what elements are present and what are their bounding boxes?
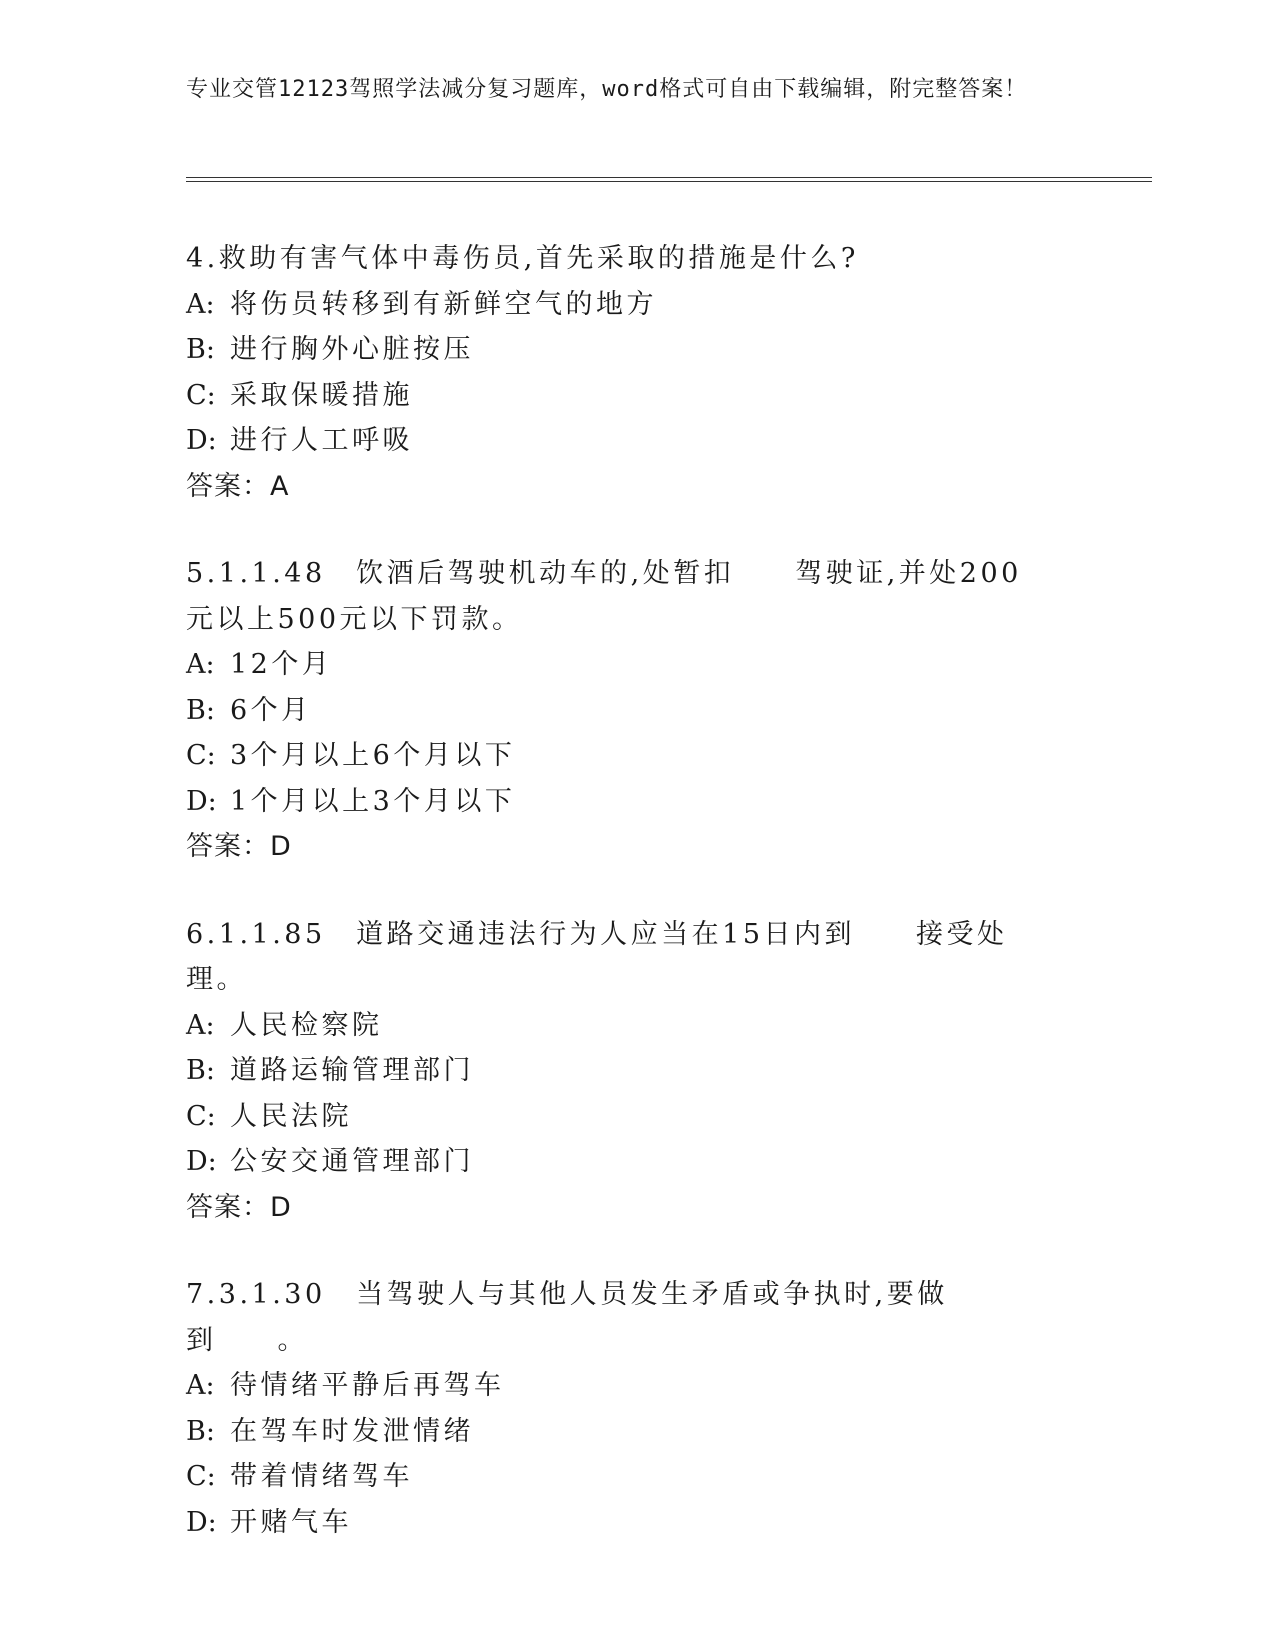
answer-value: A	[270, 470, 290, 502]
option-letter: D:	[186, 785, 217, 817]
option-d	[186, 779, 1066, 825]
option-letter: B:	[186, 1415, 215, 1447]
option-letter: A:	[186, 288, 215, 320]
option-text: 人民检察院	[230, 1009, 383, 1041]
option-text: 开赌气车	[230, 1506, 352, 1538]
answer-label: 答案：	[186, 831, 270, 862]
option-letter: B:	[186, 694, 215, 726]
option-a	[186, 1363, 1066, 1409]
option-c	[186, 1094, 1066, 1140]
option-text: 带着情绪驾车	[230, 1461, 413, 1492]
option-letter: B:	[186, 334, 215, 365]
option-letter: D:	[186, 1146, 217, 1177]
option-text: 公安交通管理部门	[230, 1146, 474, 1177]
option-text: 采取保暖措施	[230, 379, 413, 411]
option-text: 6个月	[230, 694, 312, 726]
option-b	[186, 688, 1066, 734]
option-d	[186, 1139, 1066, 1185]
question-stem: 4.救助有害气体中毒伤员,首先采取的措施是什么?	[186, 243, 859, 274]
option-c	[186, 733, 1066, 779]
option-letter: D:	[186, 425, 217, 456]
option-b	[186, 1409, 1066, 1455]
option-a	[186, 282, 1066, 328]
option-b	[186, 327, 1066, 373]
answer-label: 答案：	[186, 1191, 270, 1223]
option-letter: C:	[186, 379, 216, 411]
option-text: 在驾车时发泄情绪	[230, 1415, 474, 1447]
option-a	[186, 642, 1066, 688]
question-6	[186, 912, 1066, 1231]
option-text: 道路运输管理部门	[230, 1055, 474, 1086]
option-letter: C:	[186, 740, 216, 771]
question-4	[186, 236, 1066, 509]
option-letter: C:	[186, 1100, 216, 1132]
option-d	[186, 1500, 1066, 1546]
option-text: 进行人工呼吸	[230, 425, 413, 456]
answer-value: D	[270, 831, 292, 862]
option-text: 3个月以上6个月以下	[230, 740, 516, 771]
header-divider	[186, 177, 1152, 182]
option-letter: A:	[186, 1009, 215, 1041]
question-stem: 5.1.1.48 饮酒后驾驶机动车的,处暂扣 驾驶证,并处200元以上500元以下罚款。	[186, 558, 1022, 635]
question-stem: 6.1.1.85 道路交通违法行为人应当在15日内到 接受处理。	[186, 918, 1008, 995]
option-letter: C:	[186, 1461, 216, 1492]
option-text: 12个月	[230, 649, 333, 680]
option-letter: B:	[186, 1055, 215, 1086]
question-stem: 7.3.1.30 当驾驶人与其他人员发生矛盾或争执时,要做到 。	[186, 1279, 948, 1356]
question-5	[186, 551, 1066, 870]
option-text: 将伤员转移到有新鲜空气的地方	[230, 288, 657, 320]
answer-line	[186, 824, 1066, 870]
option-letter: A:	[186, 1370, 215, 1401]
option-d	[186, 418, 1066, 464]
answer-value: D	[270, 1191, 292, 1223]
document-header: 专业交管12123驾照学法减分复习题库，word格式可自由下载编辑，附完整答案！	[186, 77, 1028, 102]
answer-line	[186, 1185, 1066, 1231]
question-7	[186, 1272, 1066, 1545]
option-text: 进行胸外心脏按压	[230, 334, 474, 365]
question-list	[186, 236, 1066, 1587]
option-c	[186, 1454, 1066, 1500]
answer-label: 答案：	[186, 470, 270, 502]
option-letter: D:	[186, 1506, 217, 1538]
option-text: 人民法院	[230, 1100, 352, 1132]
option-b	[186, 1048, 1066, 1094]
option-a	[186, 1003, 1066, 1049]
answer-line	[186, 464, 1066, 510]
option-letter: A:	[186, 649, 215, 680]
option-c	[186, 373, 1066, 419]
option-text: 待情绪平静后再驾车	[230, 1370, 505, 1401]
option-text: 1个月以上3个月以下	[230, 785, 516, 817]
